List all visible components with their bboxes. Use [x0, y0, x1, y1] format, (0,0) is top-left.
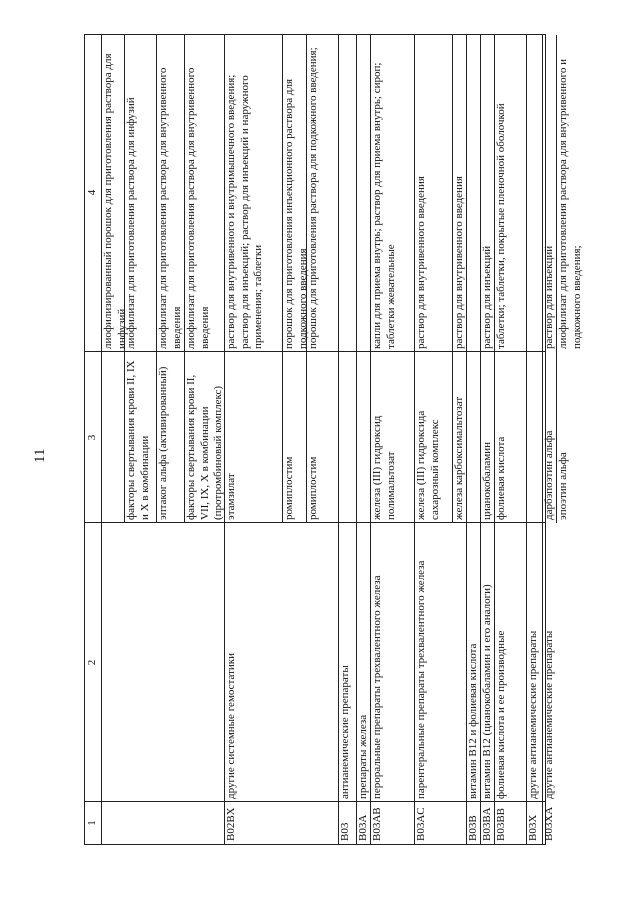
- drug-table: [84, 34, 583, 845]
- cell-form: раствор для внутривенного введения: [415, 176, 427, 349]
- header-col-4: 4: [86, 189, 98, 196]
- column-divider: [85, 801, 545, 802]
- header-col-2: 2: [86, 659, 98, 666]
- cell-form: лиофилизат для приготовления раствора для внутривенного введения: [185, 67, 211, 349]
- cell-code: B03BB: [495, 807, 507, 841]
- cell-inn: цианокобаламин: [481, 441, 493, 520]
- cell-form: таблетки; таблетки, покрытые пленочной оболочкой: [495, 103, 507, 349]
- cell-inn: железа (III) гидроксида сахарозный комплекс: [415, 410, 441, 520]
- cell-code: B03BA: [481, 807, 493, 841]
- cell-code: B03X: [527, 814, 539, 841]
- cell-form: раствор для внутривенного введения: [453, 176, 465, 349]
- cell-group: другие антианемические препараты: [527, 630, 539, 799]
- cell-form: капли для приема внутрь; раствор для приема внутрь; сироп; таблетки жевательные: [371, 62, 397, 349]
- cell-form: порошок для приготовления инъекционного раствора для подкожного введения: [283, 78, 309, 349]
- cell-group: другие антианемические препараты: [543, 630, 555, 799]
- cell-form: раствор для инъекций: [481, 245, 493, 349]
- cell-group: парентеральные препараты трехвалентного железа: [415, 560, 427, 799]
- cell-form: лиофилизированный порошок для приготовления раствора для инфузий: [102, 53, 128, 349]
- page-number: 11: [32, 448, 48, 463]
- cell-form: лиофилизат для приготовления раствора для внутривенного введения: [157, 67, 183, 349]
- column-divider: [85, 351, 545, 352]
- cell-code: B03A: [357, 814, 369, 841]
- cell-inn: железа карбоксимальтозат: [453, 396, 465, 520]
- cell-code: B03: [339, 822, 351, 841]
- cell-code: B03XA: [543, 806, 555, 841]
- header-col-3: 3: [86, 434, 98, 441]
- cell-group: витамин B12 (цианокобаламин и его аналоги): [481, 584, 493, 799]
- cell-group: пероральные препараты трехвалентного железа: [371, 575, 383, 799]
- cell-code: B03AC: [415, 807, 427, 841]
- cell-form: порошок для приготовления раствора для подкожного введения;: [307, 47, 319, 349]
- cell-form: раствор для инъекций: [543, 245, 555, 349]
- cell-group: антианемические препараты: [339, 665, 351, 799]
- cell-inn: железа (III) гидроксид полимальтозат: [371, 415, 397, 520]
- cell-group: фолиевая кислота и ее производные: [495, 630, 507, 799]
- cell-group: другие системные гемостатики: [225, 652, 237, 799]
- cell-code: B03AB: [371, 807, 383, 841]
- header-col-1: 1: [86, 820, 98, 826]
- cell-inn: факторы свертывания крови II, VII, IX, X в комбинации (протромбиновый комплекс): [185, 374, 224, 520]
- cell-inn: эпоэтин альфа: [557, 452, 569, 520]
- cell-inn: дарбэпоэтин альфа: [543, 430, 555, 520]
- cell-group: препараты железа: [357, 714, 369, 799]
- cell-inn: ромиплостим: [307, 456, 319, 520]
- cell-form: лиофилизат для приготовления раствора для внутривенного и подкожного введения;: [557, 59, 583, 349]
- cell-code: B02BX: [225, 807, 237, 841]
- cell-form: раствор для внутривенного и внутримышечного введения; раствор для инъекций; раствор для инъекций и наружного применения; таблетки: [225, 74, 264, 349]
- cell-inn: эптаког альфа (активированный): [157, 366, 169, 520]
- cell-group: витамин B12 и фолиевая кислота: [467, 643, 479, 799]
- cell-inn: этамзилат: [225, 473, 237, 520]
- cell-form: лиофилизат для приготовления раствора для инфузий: [125, 97, 137, 349]
- cell-code: B03B: [467, 815, 479, 841]
- cell-inn: ромиплостим: [283, 456, 295, 520]
- cell-inn: факторы свертывания крови II, IX и X в комбинации: [125, 360, 151, 520]
- column-divider: [85, 522, 545, 523]
- cell-inn: фолиевая кислота: [495, 436, 507, 520]
